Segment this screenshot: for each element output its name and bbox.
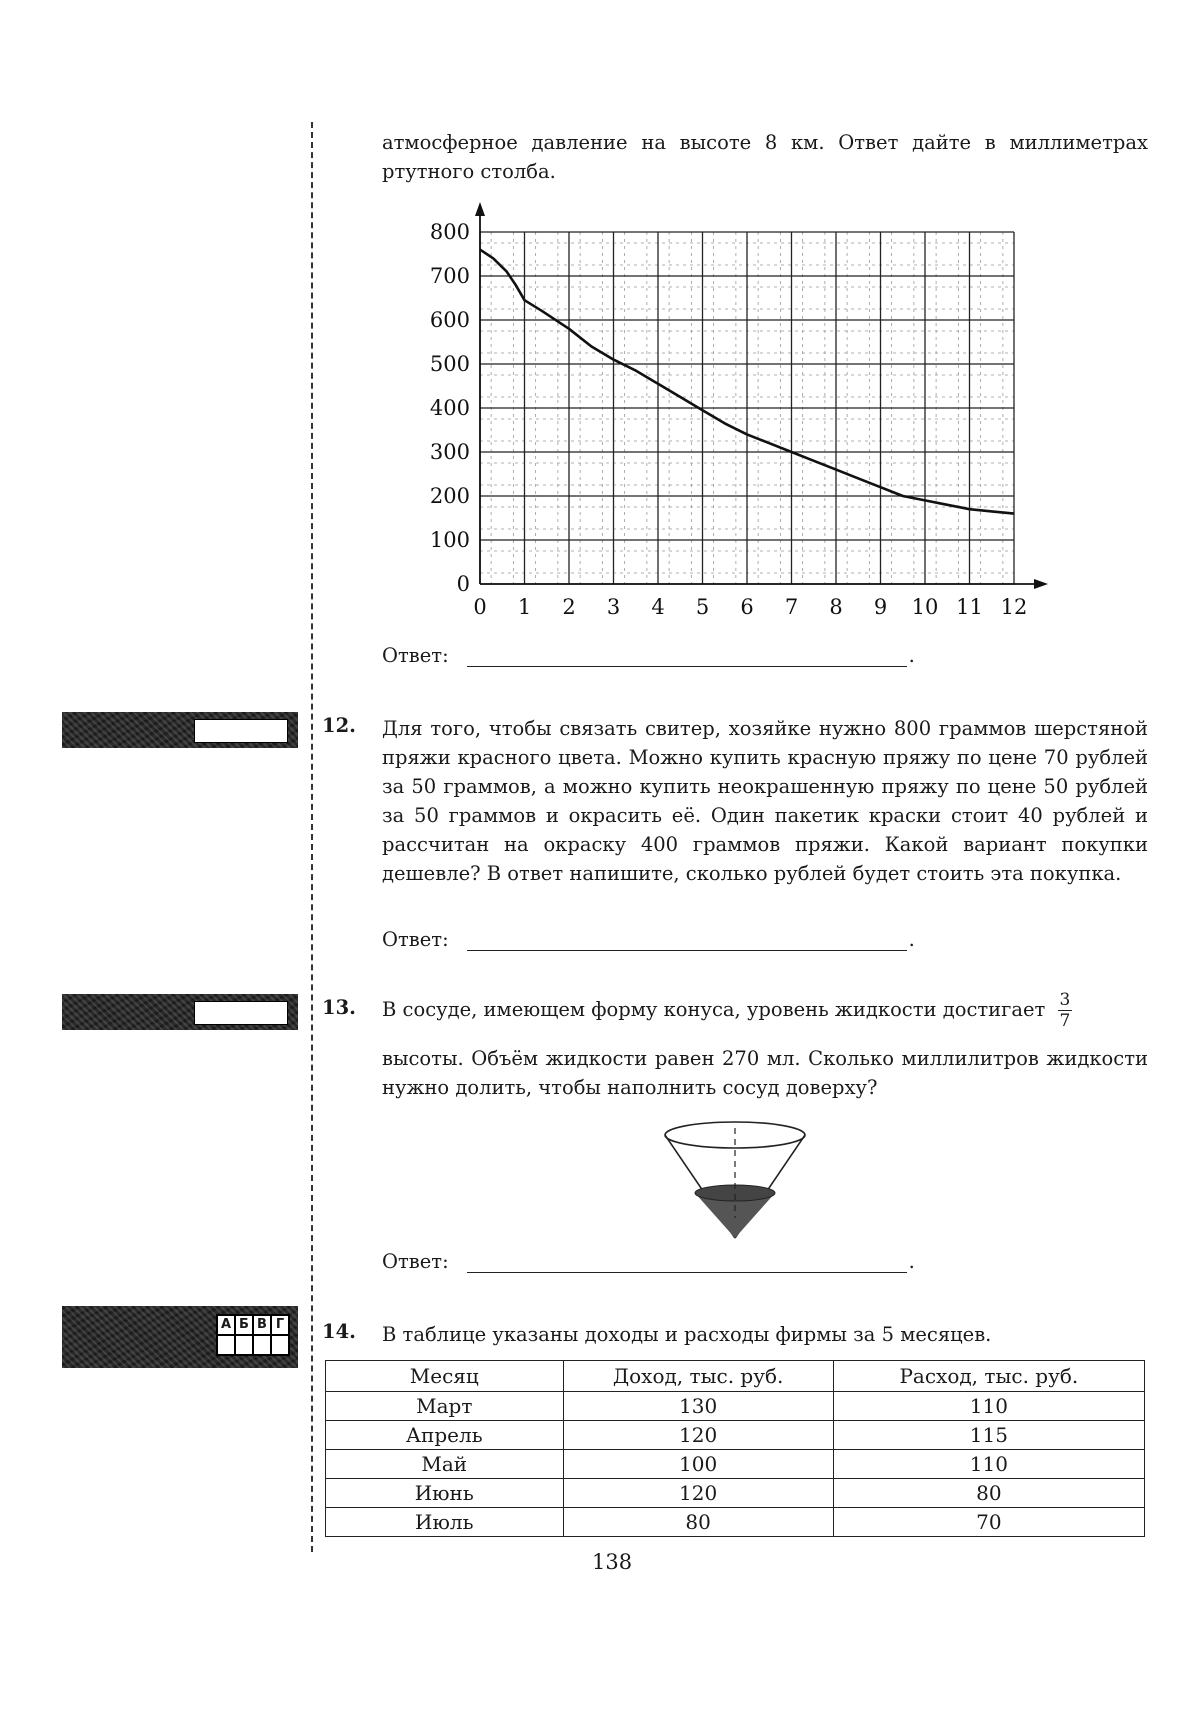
table-row — [326, 1479, 1145, 1508]
q11-answer-label: Ответ: — [382, 644, 449, 667]
q13-score-box — [62, 994, 298, 1030]
q14-number: 14. — [322, 1320, 356, 1343]
y-tick-label: 600 — [429, 308, 470, 332]
table-header: Доход, тыс. руб. — [563, 1361, 833, 1392]
answer-cell[interactable] — [235, 1335, 253, 1355]
x-tick-label: 11 — [956, 595, 983, 619]
table-cell: 110 — [833, 1392, 1144, 1421]
x-tick-label: 10 — [911, 595, 939, 619]
page-number: 138 — [592, 1550, 633, 1574]
table-cell: Май — [326, 1450, 564, 1479]
q12-score-field[interactable] — [194, 719, 288, 743]
q13-frac-num: 3 — [1059, 990, 1071, 1010]
pressure-chart — [400, 200, 1050, 630]
table-cell: 80 — [563, 1508, 833, 1537]
q13-number: 13. — [322, 996, 356, 1019]
letter-v: В — [253, 1315, 271, 1335]
q12-answer-field[interactable] — [467, 928, 907, 951]
x-tick-label: 0 — [473, 595, 487, 619]
q14-answer-grid[interactable] — [216, 1314, 290, 1356]
cut-line — [311, 122, 313, 1552]
answer-cell[interactable] — [253, 1335, 271, 1355]
q13-answer-label: Ответ: — [382, 1250, 449, 1273]
y-axis-arrow — [475, 202, 485, 216]
table-cell: 80 — [833, 1479, 1144, 1508]
table-row — [326, 1421, 1145, 1450]
q14-score-box — [62, 1306, 298, 1368]
q11-answer-field[interactable] — [467, 644, 907, 667]
x-axis-arrow — [1034, 579, 1048, 589]
x-tick-label: 9 — [873, 595, 888, 619]
q11-text: атмосферное давление на высоте 8 км. Ответ дайте в миллиметрах ртутного столба. — [382, 131, 1148, 183]
x-tick-label: 1 — [517, 595, 532, 619]
q13-text-before: В сосуде, имеющем форму конуса, уровень жидкости достигает — [382, 998, 1046, 1021]
table-header: Расход, тыс. руб. — [833, 1361, 1144, 1392]
q12-answer-row: Ответ: . — [382, 928, 915, 951]
y-tick-label: 500 — [429, 352, 470, 376]
letter-g: Г — [271, 1315, 289, 1335]
table-cell: Март — [326, 1392, 564, 1421]
answer-cell[interactable] — [217, 1335, 235, 1355]
table-cell: Июнь — [326, 1479, 564, 1508]
table-row — [326, 1450, 1145, 1479]
table-header-row — [326, 1361, 1145, 1392]
q13-fraction — [1058, 990, 1073, 1031]
letter-a: А — [217, 1315, 235, 1335]
q13-line1 — [382, 990, 1148, 1031]
table-cell: 100 — [563, 1450, 833, 1479]
y-tick-label: 100 — [429, 528, 470, 552]
q12-text: Для того, чтобы связать свитер, хозяйке нужно 800 граммов шерстяной пряжи красного цвета. Можно купить красную пряжу по цене 70 рублей за 50 граммов, а можно купить неокрашенную пряжу по цене 50 рублей за 50 граммов и окрасить её. Один пакетик краски стоит 40 рублей и рассчитан на окраску 400 граммов пряжи. Какой вариант покупки дешевле? В ответ напишите, сколько рублей будет стоить эта покупка. — [382, 717, 1148, 885]
table-header: Месяц — [326, 1361, 564, 1392]
q13-answer-field[interactable] — [467, 1250, 907, 1273]
table-cell: Апрель — [326, 1421, 564, 1450]
x-tick-label: 2 — [562, 595, 576, 619]
table-cell: 110 — [833, 1450, 1144, 1479]
y-tick-label: 0 — [456, 572, 470, 596]
x-tick-label: 6 — [740, 595, 754, 619]
x-tick-label: 8 — [829, 595, 843, 619]
q13-frac-den: 7 — [1059, 1011, 1071, 1031]
x-tick-label: 12 — [1000, 595, 1028, 619]
table-cell: 115 — [833, 1421, 1144, 1450]
table-cell: 120 — [563, 1421, 833, 1450]
cone-figure — [660, 1118, 810, 1248]
q12-number: 12. — [322, 714, 356, 737]
y-tick-label: 200 — [429, 484, 470, 508]
q12-answer-label: Ответ: — [382, 928, 449, 951]
q13-score-field[interactable] — [194, 1001, 288, 1025]
table-cell: Июль — [326, 1508, 564, 1537]
income-expense-table — [325, 1360, 1145, 1537]
q13-text-after: высоты. Объём жидкости равен 270 мл. Сколько миллилитров жидкости нужно долить, чтобы наполнить сосуд доверху? — [382, 1047, 1148, 1099]
table-cell: 120 — [563, 1479, 833, 1508]
q13-answer-row: Ответ: . — [382, 1250, 915, 1273]
letter-b: Б — [235, 1315, 253, 1335]
y-tick-label: 700 — [429, 264, 470, 288]
x-tick-label: 7 — [784, 595, 799, 619]
table-cell: 130 — [563, 1392, 833, 1421]
x-tick-label: 4 — [651, 595, 665, 619]
x-tick-label: 3 — [606, 595, 621, 619]
y-tick-label: 300 — [429, 440, 470, 464]
y-tick-label: 800 — [429, 220, 470, 244]
table-row — [326, 1508, 1145, 1537]
q11-answer-row: Ответ: . — [382, 644, 915, 667]
x-tick-label: 5 — [695, 595, 710, 619]
table-cell: 70 — [833, 1508, 1144, 1537]
q12-score-box — [62, 712, 298, 748]
y-tick-label: 400 — [429, 396, 470, 420]
answer-cell[interactable] — [271, 1335, 289, 1355]
q14-text: В таблице указаны доходы и расходы фирмы за 5 месяцев. — [382, 1323, 992, 1346]
table-row — [326, 1392, 1145, 1421]
